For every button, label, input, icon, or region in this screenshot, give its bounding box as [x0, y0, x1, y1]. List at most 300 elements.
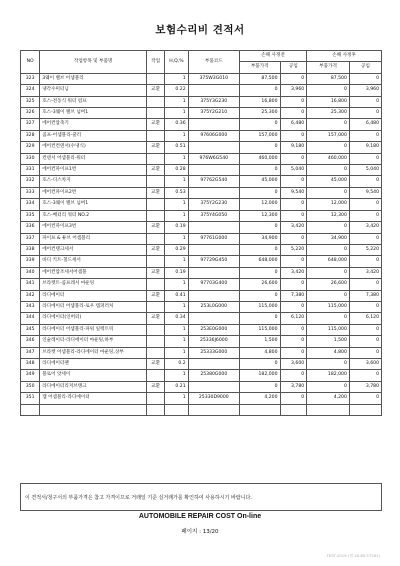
row-before-labor: 3,780 [280, 381, 307, 392]
row-no: 335 [21, 210, 40, 221]
row-before-part: 0 [239, 222, 280, 233]
row-work [147, 256, 165, 267]
table-row [21, 256, 382, 267]
row-after-labor: 6,120 [349, 313, 381, 324]
table-row [21, 244, 382, 255]
row-no: 332 [21, 176, 40, 187]
row-no: 337 [21, 233, 40, 244]
row-item-name: 에어컨파이프1번 [40, 165, 147, 176]
row-after-part: 182,000 [307, 370, 350, 381]
row-after-part: 115,000 [307, 301, 350, 312]
row-no: 330 [21, 153, 40, 164]
row-after-part: 26,600 [307, 279, 350, 290]
row-before-part: 0 [239, 187, 280, 198]
row-item-name: 블로어 앗세이 [40, 370, 147, 381]
estimate-rows [21, 73, 382, 415]
row-after-part: 0 [307, 187, 350, 198]
row-after-part: 1,500 [307, 336, 350, 347]
row-after-labor: 0 [349, 210, 381, 221]
row-hq: 1 [165, 130, 188, 141]
row-work [147, 404, 165, 415]
row-after-labor: 3,960 [349, 85, 381, 96]
row-no: 326 [21, 108, 40, 119]
row-before-labor [280, 404, 307, 415]
row-after-labor: 0 [349, 256, 381, 267]
row-no: 323 [21, 73, 40, 84]
row-code: 375Y2G210 [188, 108, 239, 119]
row-work [147, 336, 165, 347]
row-code: 976W6G540 [188, 153, 239, 164]
row-after-labor: 3,420 [349, 222, 381, 233]
row-before-part: 0 [239, 142, 280, 153]
table-row [21, 358, 382, 369]
row-work [147, 73, 165, 84]
row-hq: 1 [165, 199, 188, 210]
header-after-part: 부품가격 [307, 62, 350, 73]
row-no: 328 [21, 130, 40, 141]
table-row [21, 381, 382, 392]
row-item-name: 호스-디스차지 [40, 176, 147, 187]
row-before-part: 460,000 [239, 153, 280, 164]
header-work: 작업 [147, 51, 165, 74]
row-hq: 1 [165, 108, 188, 119]
row-after-labor [349, 404, 381, 415]
row-no: 345 [21, 324, 40, 335]
row-before-labor: 3,960 [280, 85, 307, 96]
row-before-part: 0 [239, 358, 280, 369]
row-work: 교환 [147, 142, 165, 153]
row-after-labor: 9,540 [349, 187, 381, 198]
row-work [147, 96, 165, 107]
row-before-labor: 6,120 [280, 313, 307, 324]
row-code: 97729G450 [188, 256, 239, 267]
row-hq: 0.36 [165, 119, 188, 130]
row-work [147, 279, 165, 290]
header-before: 손해 사정전 [239, 51, 306, 62]
row-before-labor: 5,220 [280, 244, 307, 255]
row-hq: 0.21 [165, 381, 188, 392]
table-row [21, 404, 382, 415]
row-before-labor: 3,600 [280, 358, 307, 369]
row-code [188, 381, 239, 392]
row-before-part: 115,000 [239, 301, 280, 312]
row-after-part: 12,000 [307, 199, 350, 210]
row-hq: 1 [165, 279, 188, 290]
table-row [21, 233, 382, 244]
row-after-labor: 0 [349, 108, 381, 119]
row-work [147, 370, 165, 381]
row-item-name: 냉각수미터님 [40, 85, 147, 96]
row-before-labor: 0 [280, 73, 307, 84]
row-work: 교환 [147, 85, 165, 96]
row-work: 교환 [147, 165, 165, 176]
row-after-labor: 6,480 [349, 119, 381, 130]
row-hq: 0.22 [165, 85, 188, 96]
row-no: 346 [21, 336, 40, 347]
table-row [21, 119, 382, 130]
row-item-name: 라디에이터 어셈블리-파워 일렉트릭 [40, 324, 147, 335]
row-before-labor: 0 [280, 256, 307, 267]
row-code [188, 142, 239, 153]
table-row [21, 73, 382, 84]
row-before-labor: 0 [280, 324, 307, 335]
row-code [188, 119, 239, 130]
table-row [21, 290, 382, 301]
header-before-labor: 공임 [280, 62, 307, 73]
row-work [147, 210, 165, 221]
row-code [188, 244, 239, 255]
row-hq: 1 [165, 393, 188, 404]
row-before-labor: 0 [280, 301, 307, 312]
row-work [147, 176, 165, 187]
row-before-labor: 0 [280, 336, 307, 347]
row-item-name: 인슐레이터-라디에이터 마운팅,하부 [40, 336, 147, 347]
row-no: 349 [21, 370, 40, 381]
row-hq: 1 [165, 153, 188, 164]
row-after-labor: 0 [349, 370, 381, 381]
row-item-name: 에어컨컨덴서(수냉식) [40, 142, 147, 153]
row-before-labor: 0 [280, 96, 307, 107]
row-hq: 0.53 [165, 187, 188, 198]
row-after-part: 0 [307, 119, 350, 130]
row-before-labor: 0 [280, 279, 307, 290]
table-row [21, 176, 382, 187]
table-row [21, 153, 382, 164]
row-work [147, 108, 165, 119]
row-item-name: 브라켓 어셈블리-라디에이터 마운팅,상부 [40, 347, 147, 358]
row-before-part: 0 [239, 85, 280, 96]
row-before-part: 25,300 [239, 108, 280, 119]
row-hq: 1 [165, 301, 188, 312]
row-hq: 0.2 [165, 358, 188, 369]
row-no: 325 [21, 96, 40, 107]
row-item-name: 브라켓트-콤프레서 마운팅 [40, 279, 147, 290]
table-row [21, 142, 382, 153]
header-code: 부품코드 [188, 51, 239, 74]
row-no: 334 [21, 199, 40, 210]
row-item-name: 라디에이터(인버터) [40, 313, 147, 324]
table-row [21, 108, 382, 119]
row-work: 교환 [147, 244, 165, 255]
row-hq: 1 [165, 73, 188, 84]
row-after-part: 460,000 [307, 153, 350, 164]
table-row [21, 85, 382, 96]
row-no: 348 [21, 358, 40, 369]
row-before-labor: 6,480 [280, 119, 307, 130]
row-work [147, 153, 165, 164]
row-after-part: 157,000 [307, 130, 350, 141]
row-no: 342 [21, 290, 40, 301]
row-hq: 0.19 [165, 267, 188, 278]
row-after-part: 0 [307, 313, 350, 324]
row-code: 25333G000 [188, 347, 239, 358]
row-before-labor: 0 [280, 153, 307, 164]
table-row [21, 222, 382, 233]
row-after-labor: 0 [349, 73, 381, 84]
row-after-labor: 7,380 [349, 290, 381, 301]
row-hq: 1 [165, 256, 188, 267]
row-before-part: 34,900 [239, 233, 280, 244]
row-before-labor: 0 [280, 347, 307, 358]
row-before-labor: 0 [280, 233, 307, 244]
table-row [21, 301, 382, 312]
row-work [147, 347, 165, 358]
row-work [147, 199, 165, 210]
table-row [21, 279, 382, 290]
row-after-part [307, 404, 350, 415]
row-after-labor: 0 [349, 279, 381, 290]
header-item: 작업항목 및 부품명 [40, 51, 147, 74]
page-title: 보험수리비 견적서 [155, 24, 245, 36]
row-after-part: 648,000 [307, 256, 350, 267]
row-hq: 1 [165, 176, 188, 187]
row-hq: 1 [165, 370, 188, 381]
row-after-labor: 3,780 [349, 381, 381, 392]
table-row [21, 187, 382, 198]
row-after-part: 16,800 [307, 96, 350, 107]
row-item-name: 3웨이 밸브 어셈블리 [40, 73, 147, 84]
row-item-name: 컨덴서 어셈블리-워터 [40, 153, 147, 164]
row-after-labor: 5,220 [349, 244, 381, 255]
row-code [188, 290, 239, 301]
row-after-labor: 5,040 [349, 165, 381, 176]
row-after-labor: 0 [349, 176, 381, 187]
row-hq [165, 404, 188, 415]
row-hq: 0.41 [165, 290, 188, 301]
header-after: 손해 사정후 [307, 51, 382, 62]
row-after-part: 87,500 [307, 73, 350, 84]
row-no: 347 [21, 347, 40, 358]
row-item-name: 라디에이터 어셈블리-로우 템퍼러처 [40, 301, 147, 312]
row-before-part: 0 [239, 119, 280, 130]
row-before-labor: 0 [280, 199, 307, 210]
header-no: NO [21, 51, 40, 74]
row-before-part: 0 [239, 267, 280, 278]
row-after-part: 0 [307, 267, 350, 278]
row-after-labor: 0 [349, 336, 381, 347]
row-after-part: 34,900 [307, 233, 350, 244]
row-work: 교환 [147, 290, 165, 301]
row-before-part: 157,000 [239, 130, 280, 141]
row-code: 253L0G000 [188, 301, 239, 312]
row-work: 교환 [147, 381, 165, 392]
row-item-name: 호스-전동식 워터 펌프 [40, 96, 147, 107]
row-hq: 1 [165, 96, 188, 107]
row-after-labor: 0 [349, 130, 381, 141]
row-no: 341 [21, 279, 40, 290]
row-after-labor: 3,420 [349, 267, 381, 278]
row-code [188, 313, 239, 324]
row-item-name: 파이프 & 튜브 어셈블리 [40, 233, 147, 244]
page-number: 페이지 : 13/20 [181, 529, 219, 535]
row-no: 344 [21, 313, 40, 324]
table-row [21, 267, 382, 278]
row-after-part: 0 [307, 165, 350, 176]
row-item-name: 바디 키트-칠드세서 [40, 256, 147, 267]
row-before-part: 16,800 [239, 96, 280, 107]
row-after-labor: 0 [349, 301, 381, 312]
row-code [188, 358, 239, 369]
print-stamp: TEST-2019 (전-20.80.57261) [326, 553, 380, 558]
row-no: 324 [21, 85, 40, 96]
row-item-name: 에어컨파이프3번 [40, 222, 147, 233]
row-before-part: 0 [239, 244, 280, 255]
row-no: 333 [21, 187, 40, 198]
row-no: 351 [21, 393, 40, 404]
row-before-labor: 0 [280, 393, 307, 404]
row-before-labor: 0 [280, 130, 307, 141]
row-no: 329 [21, 142, 40, 153]
row-code: 97703G400 [188, 279, 239, 290]
row-code [188, 187, 239, 198]
row-before-labor: 0 [280, 370, 307, 381]
row-hq: 1 [165, 324, 188, 335]
row-code: 25336J6000 [188, 336, 239, 347]
row-item-name: 호스-3웨이 밸브 넘버1 [40, 108, 147, 119]
row-item-name: 호스-3웨이 밸브 넘버1 [40, 199, 147, 210]
row-after-labor: 0 [349, 233, 381, 244]
row-work [147, 393, 165, 404]
row-after-labor: 0 [349, 199, 381, 210]
row-before-labor: 3,420 [280, 267, 307, 278]
price-notice: 이 견적서/청구서의 부품가격은 참고 가격이므로 거래일 기준 실거래가를 확인하여 사용하시기 바랍니다. [20, 483, 382, 511]
row-after-part: 45,000 [307, 176, 350, 187]
header-before-part: 부품가격 [239, 62, 280, 73]
row-item-name: 콤프-어셈블리-쿨러 [40, 130, 147, 141]
row-after-labor: 3,600 [349, 358, 381, 369]
row-code [188, 165, 239, 176]
row-item-name: 캡 어셈블리-라디에이터 [40, 393, 147, 404]
header-hq: H,Q,% [165, 51, 188, 74]
row-before-labor: 9,540 [280, 187, 307, 198]
row-no: 340 [21, 267, 40, 278]
row-after-part: 4,800 [307, 347, 350, 358]
row-hq: 1 [165, 210, 188, 221]
row-hq: 0.19 [165, 222, 188, 233]
row-work: 교환 [147, 313, 165, 324]
row-code [188, 267, 239, 278]
row-after-part: 0 [307, 222, 350, 233]
row-after-part: 12,300 [307, 210, 350, 221]
row-before-part [239, 404, 280, 415]
row-before-labor: 0 [280, 108, 307, 119]
row-hq: 0.51 [165, 142, 188, 153]
row-code: 97606G000 [188, 130, 239, 141]
row-before-labor: 7,380 [280, 290, 307, 301]
row-work: 교환 [147, 222, 165, 233]
row-after-labor: 0 [349, 153, 381, 164]
row-code: 97762G540 [188, 176, 239, 187]
row-after-part: 0 [307, 142, 350, 153]
row-work: 교환 [147, 267, 165, 278]
row-no: 338 [21, 244, 40, 255]
row-after-labor: 0 [349, 324, 381, 335]
row-before-labor: 9,180 [280, 142, 307, 153]
row-after-part: 0 [307, 85, 350, 96]
row-before-part: 0 [239, 381, 280, 392]
row-before-part: 0 [239, 313, 280, 324]
row-item-name: 호스-배터리 쿼터 NO.2 [40, 210, 147, 221]
row-item-name: 라디에이터팬 [40, 358, 147, 369]
row-code: 25330D9000 [188, 393, 239, 404]
row-item-name: 라디에이터리저브탱크 [40, 381, 147, 392]
table-row [21, 165, 382, 176]
row-no: 327 [21, 119, 40, 130]
table-row [21, 130, 382, 141]
row-no [21, 404, 40, 415]
estimate-table [20, 50, 382, 416]
row-after-part: 0 [307, 244, 350, 255]
table-row [21, 336, 382, 347]
row-hq: 0.29 [165, 244, 188, 255]
row-before-part: 4,200 [239, 393, 280, 404]
row-work [147, 301, 165, 312]
footer-title: AUTOMOBILE REPAIR COST On-line [138, 513, 262, 520]
row-before-part: 45,000 [239, 176, 280, 187]
row-code [188, 222, 239, 233]
table-row [21, 199, 382, 210]
row-before-part: 12,000 [239, 199, 280, 210]
row-before-part: 182,000 [239, 370, 280, 381]
row-before-labor: 0 [280, 210, 307, 221]
row-before-part: 0 [239, 165, 280, 176]
row-code: 375Y4G050 [188, 210, 239, 221]
row-item-name: 에어컨파이프2번 [40, 187, 147, 198]
table-row [21, 324, 382, 335]
row-hq: 1 [165, 233, 188, 244]
row-item-name: 라디에이터 [40, 290, 147, 301]
table-row [21, 393, 382, 404]
row-after-part: 115,000 [307, 324, 350, 335]
row-before-labor: 0 [280, 176, 307, 187]
row-hq: 1 [165, 347, 188, 358]
row-work [147, 233, 165, 244]
row-code: 97761G000 [188, 233, 239, 244]
row-code: 375Y2G230 [188, 199, 239, 210]
row-before-part: 87,500 [239, 73, 280, 84]
row-no: 350 [21, 381, 40, 392]
row-code [188, 85, 239, 96]
table-row [21, 347, 382, 358]
row-work: 교환 [147, 119, 165, 130]
row-no: 343 [21, 301, 40, 312]
row-no: 336 [21, 222, 40, 233]
table-row [21, 96, 382, 107]
row-hq: 0.28 [165, 165, 188, 176]
row-item-name: 에어컨탱크세서 [40, 244, 147, 255]
row-work: 교환 [147, 358, 165, 369]
row-item-name [40, 404, 147, 415]
row-after-part: 0 [307, 381, 350, 392]
row-item-name: 에어컨압축기 [40, 119, 147, 130]
table-row [21, 313, 382, 324]
row-before-part: 4,800 [239, 347, 280, 358]
row-before-labor: 5,040 [280, 165, 307, 176]
row-after-labor: 0 [349, 347, 381, 358]
table-row [21, 370, 382, 381]
row-no: 339 [21, 256, 40, 267]
row-after-part: 4,200 [307, 393, 350, 404]
row-before-part: 648,000 [239, 256, 280, 267]
row-after-labor: 0 [349, 96, 381, 107]
row-after-part: 0 [307, 290, 350, 301]
row-code [188, 404, 239, 415]
row-after-labor: 9,180 [349, 142, 381, 153]
row-before-part: 0 [239, 290, 280, 301]
row-hq: 1 [165, 336, 188, 347]
row-code: 375Y3G230 [188, 96, 239, 107]
row-code: 253E0G000 [188, 324, 239, 335]
